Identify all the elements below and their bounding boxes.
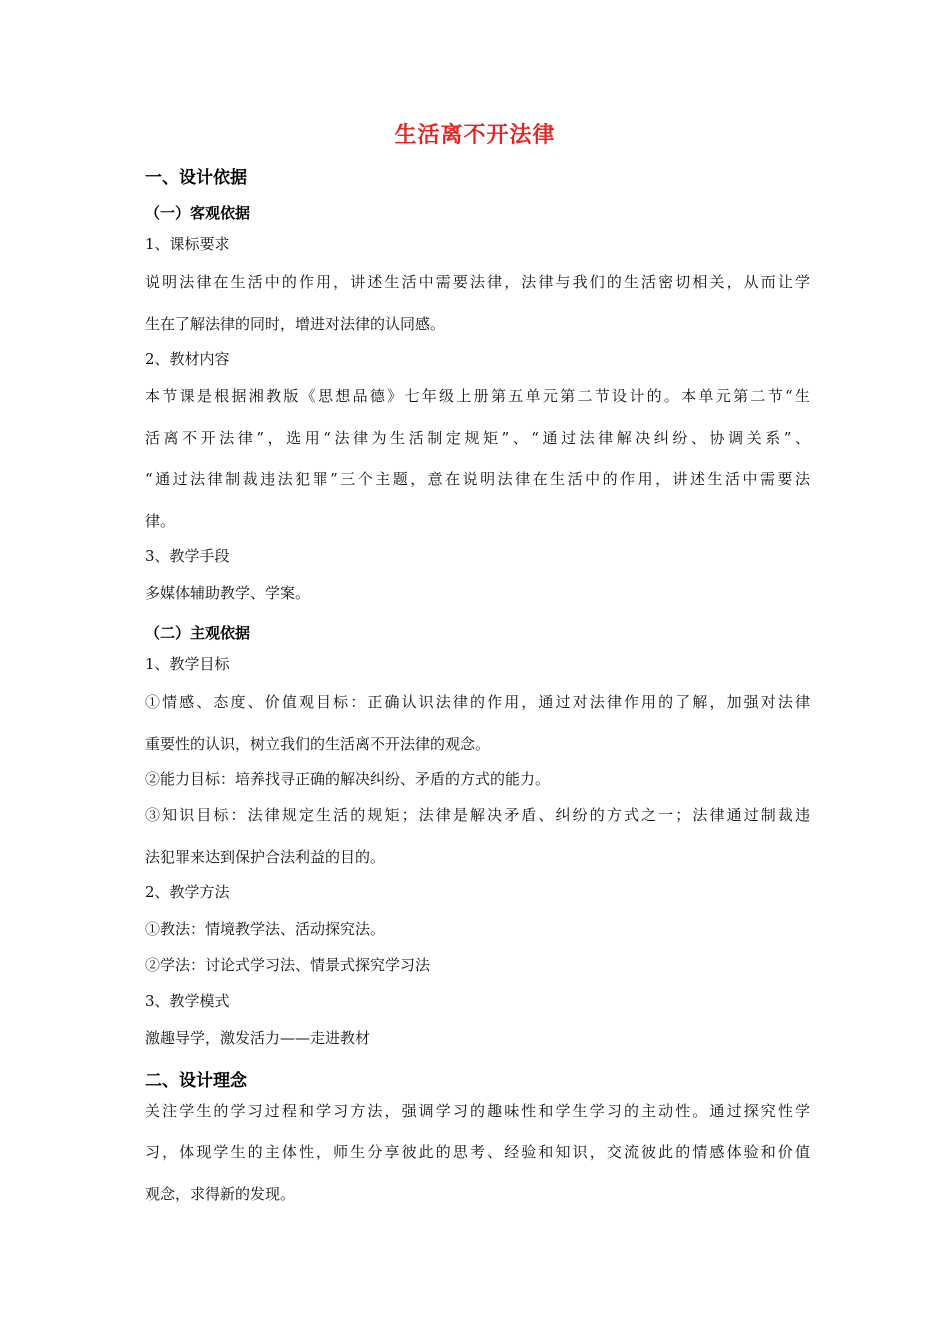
item-label-teaching-mode: 3、教学模式 — [145, 992, 230, 1010]
item-label-teaching-methods: 2、教学方法 — [145, 883, 230, 901]
subsection-heading-objective-basis: （一）客观依据 — [145, 204, 251, 222]
paragraph-line: 生在了解法律的同时，增进对法律的认同感。 — [145, 315, 446, 333]
item-label-teaching-means: 3、教学手段 — [145, 547, 230, 565]
paragraph-line: 律。 — [145, 512, 176, 530]
paragraph-line: 关注学生的学习过程和学习方法，强调学习的趣味性和学生学习的主动性。通过探究性学 — [145, 1102, 810, 1120]
paragraph-line: 观念，求得新的发现。 — [145, 1185, 296, 1203]
paragraph-line: “通过法律制裁违法犯罪”三个主题，意在说明法律在生活中的作用，讲述生活中需要法 — [145, 470, 810, 488]
section-heading-design-basis: 一、设计依据 — [145, 168, 247, 188]
paragraph-line: ①情感、态度、价值观目标：正确认识法律的作用，通过对法律作用的了解，加强对法律 — [145, 693, 810, 711]
item-label-curriculum-standard: 1、课标要求 — [145, 235, 230, 253]
paragraph-line: 多媒体辅助教学、学案。 — [145, 584, 311, 602]
paragraph-line: 本节课是根据湘教版《思想品德》七年级上册第五单元第二节设计的。本单元第二节“生 — [145, 387, 810, 405]
item-label-teaching-goals: 1、教学目标 — [145, 655, 230, 673]
section-heading-design-concept: 二、设计理念 — [145, 1071, 247, 1091]
paragraph-line: ②学法：讨论式学习法、情景式探究学习法 — [145, 956, 431, 974]
document-title: 生活离不开法律 — [394, 123, 556, 148]
paragraph-line: 说明法律在生活中的作用，讲述生活中需要法律，法律与我们的生活密切相关，从而让学 — [145, 273, 810, 291]
paragraph-line: 激趣导学，激发活力——走进教材 — [145, 1029, 371, 1047]
paragraph-line: ①教法：情境教学法、活动探究法。 — [145, 920, 386, 938]
paragraph-line: ②能力目标：培养找寻正确的解决纠纷、矛盾的方式的能力。 — [145, 770, 551, 788]
item-label-textbook-content: 2、教材内容 — [145, 350, 230, 368]
paragraph-line: 活离不开法律”，选用“法律为生活制定规矩”、“通过法律解决纠纷、协调关系”、 — [145, 429, 810, 447]
paragraph-line: 法犯罪来达到保护合法利益的目的。 — [145, 848, 386, 866]
paragraph-line: ③知识目标：法律规定生活的规矩；法律是解决矛盾、纠纷的方式之一；法律通过制裁违 — [145, 806, 810, 824]
paragraph-line: 重要性的认识，树立我们的生活离不开法律的观念。 — [145, 735, 491, 753]
paragraph-line: 习，体现学生的主体性，师生分享彼此的思考、经验和知识，交流彼此的情感体验和价值 — [145, 1143, 810, 1161]
subsection-heading-subjective-basis: （二）主观依据 — [145, 624, 251, 642]
